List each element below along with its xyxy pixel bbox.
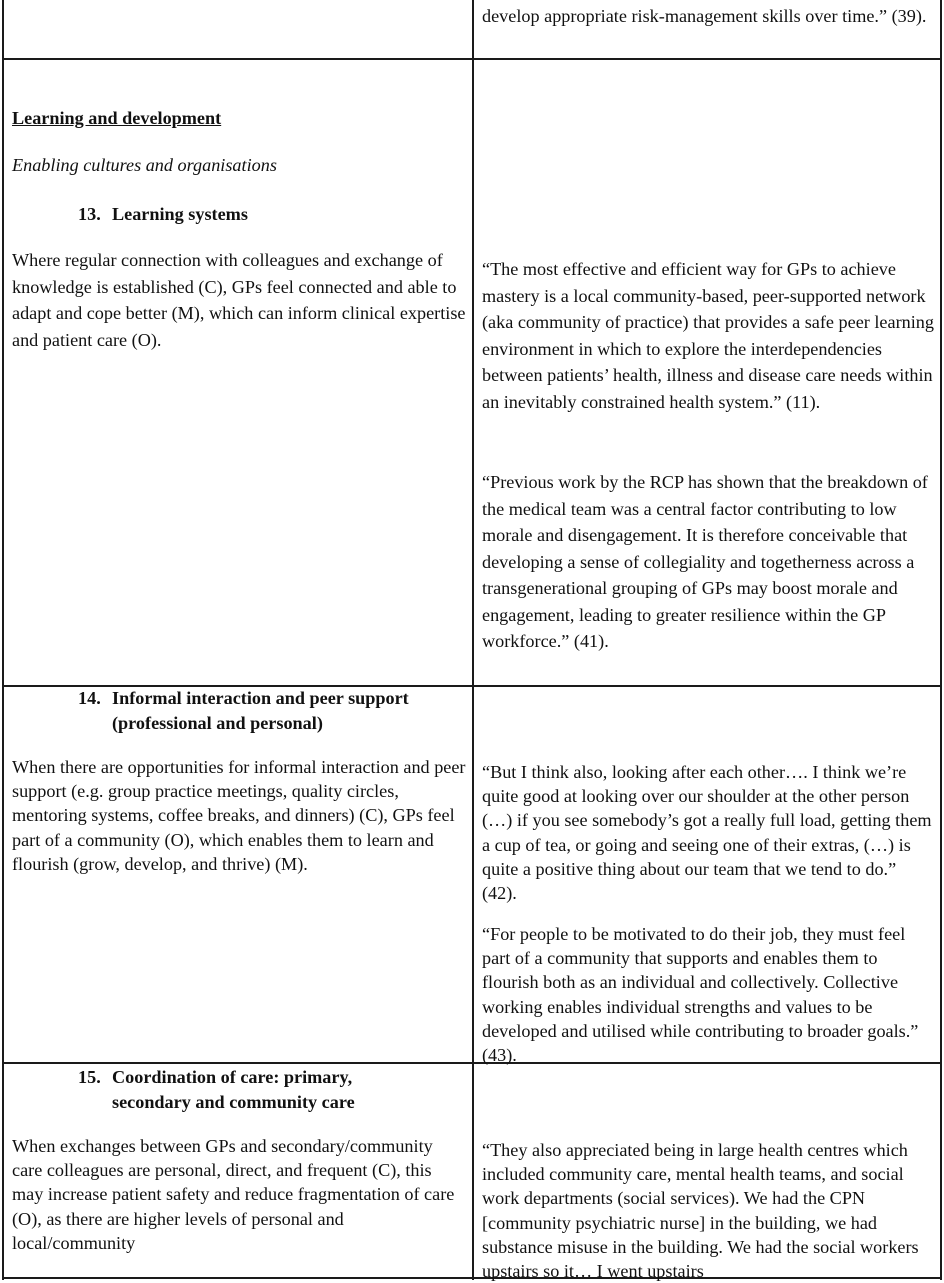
item-title: Learning systems	[112, 204, 248, 224]
item-title: Coordination of care: primary, secondary and community care	[112, 1067, 355, 1112]
cmo-statement: When exchanges between GPs and secondary/community care colleagues are personal, direct, and frequent (C), this may increase patient safety and reduce fragmentation of care (O), as there are higher levels of personal and local/community	[12, 1136, 455, 1253]
cmo-statement: Where regular connection with colleagues and exchange of knowledge is established (C), GPs feel connected and able to adapt and cope better (M), which can inform clinical expertise and patient care (O).	[12, 250, 466, 350]
evidence-quote: “They also appreciated being in large health centres which included community care, mental health teams, and social work departments (social services). We had the CPN [community psychiatric nurse] in the building, we had substance misuse in the building. We had the social workers upstairs so it… I went upstairs	[482, 1140, 919, 1282]
cmo-statement: When there are opportunities for informal interaction and peer support (e.g. group practice meetings, quality circles, mentoring systems, coffee breaks, and dinners) (C), GPs feel part of a community (O), which enables them to learn and flourish (grow, develop, and thrive) (M).	[12, 757, 466, 874]
row-divider	[2, 58, 941, 60]
evidence-quote: “Previous work by the RCP has shown that the breakdown of the medical team was a central factor contributing to low morale and disengagement. It is therefore conceivable that developing a sense of collegiality and togetherness across a transgenerational grouping of GPs may boost morale and engagement, leading to greater resilience within the GP workforce.” (41).	[482, 472, 928, 651]
evidence-quote: “For people to be motivated to do their job, they must feel part of a community that supports and enables them to flourish both as an individual and collectively. Collective working enables individual strengths and values to be developed and utilised while contributing to broader goals.” (43).	[482, 924, 919, 1066]
item-number: 14.	[78, 688, 101, 708]
section-heading: Learning and development	[12, 108, 222, 128]
evidence-quote: “The most effective and efficient way for GPs to achieve mastery is a local community-based, peer-supported network (aka community of practice) that provides a safe peer learning environment in which to explore the interdependencies between patients’ health, illness and disease care needs within an inevitably constrained health system.” (11).	[482, 259, 934, 412]
evidence-quote: “But I think also, looking after each other…. I think we’re quite good at looking over our shoulder at the other person (…) if you see somebody’s got a really full load, getting them a cup of tea, or going and seeing one of their extras, (…) is quite a positive thing about our team that we tend to do.” (42).	[482, 762, 932, 904]
table-right-border	[940, 0, 942, 1280]
item-title: Informal interaction and peer support (professional and personal)	[112, 688, 409, 733]
section-subheading: Enabling cultures and organisations	[12, 155, 277, 175]
table-left-border	[2, 0, 4, 1280]
table-column-divider	[472, 0, 474, 1280]
item-number: 15.	[78, 1067, 101, 1087]
item-number: 13.	[78, 204, 101, 224]
continued-quote: develop appropriate risk-management skills over time.” (39).	[482, 6, 927, 26]
